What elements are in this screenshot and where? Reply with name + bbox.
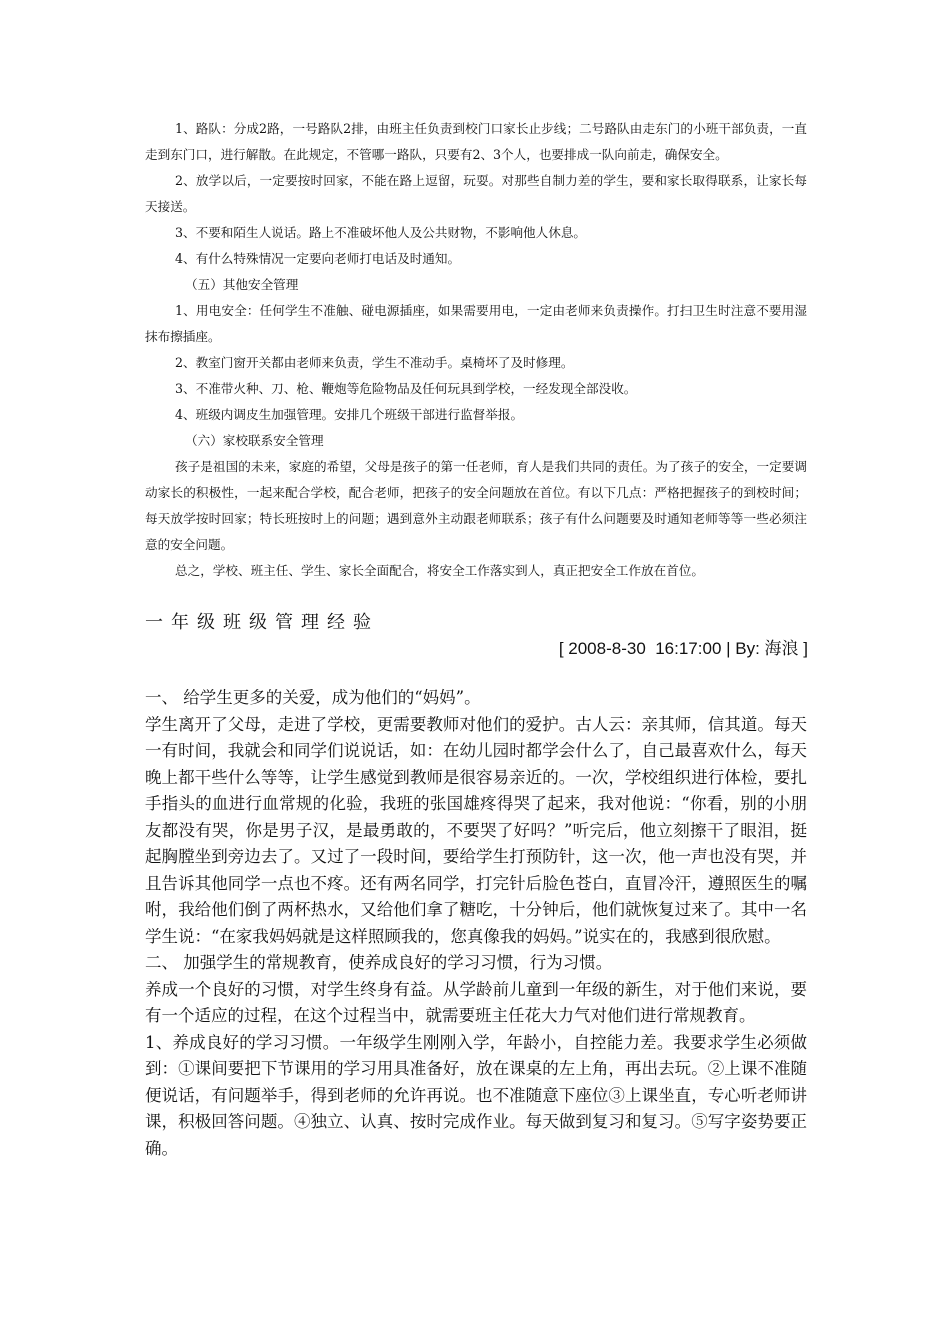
safety-rules-section [145, 116, 807, 584]
section-heading: （六）家校联系安全管理 [185, 433, 324, 448]
paragraph: 3、不要和陌生人说话。路上不准破坏他人及公共财物，不影响他人休息。 [175, 225, 587, 240]
paragraph: 4、班级内调皮生加强管理。安排几个班级干部进行监督举报。 [175, 407, 524, 422]
section-heading: （五）其他安全管理 [185, 277, 299, 292]
article-heading: 二、 加强学生的常规教育，使养成良好的学习习惯，行为习惯。 [145, 953, 613, 972]
paragraph: 2、放学以后，一定要按时回家，不能在路上逗留，玩耍。对那些自制力差的学生，要和家长取得联系，让家长每天接送。 [145, 173, 807, 214]
paragraph: 2、教室门窗开关都由老师来负责，学生不准动手。桌椅坏了及时修理。 [175, 355, 574, 370]
article-dateline: [ 2008-8-30 16:17:00 | By: 海浪 ] [558, 639, 808, 658]
article-paragraph: 养成一个良好的习惯，对学生终身有益。从学龄前儿童到一年级的新生，对于他们来说，要有一个适应的过程，在这个过程当中，就需要班主任花大力气对他们进行常规教育。 [145, 979, 807, 1025]
article-body [145, 685, 807, 1162]
article-paragraph: 1、养成良好的学习习惯。一年级学生刚刚入学，年龄小，自控能力差。我要求学生必须做到：①课间要把下节课用的学习用具准备好，放在课桌的左上角，再出去玩。②上课不准随便说话，有问题举手，得到老师的允许再说。也不准随意下座位③上课坐直，专心听老师讲课，积极回答问题。④独立、认真、按时完成作业。每天做到复习和复习。⑤写字姿势要正确。 [145, 1032, 807, 1158]
paragraph: 1、路队：分成2路，一号路队2排，由班主任负责到校门口家长止步线；二号路队由走东门的小班干部负责，一直走到东门口，进行解散。在此规定，不管哪一路队，只要有2、3个人，也要排成一队向前走，确保安全。 [145, 121, 807, 162]
article-title: 一年级班级管理经验 [145, 612, 379, 633]
paragraph: 总之，学校、班主任、学生、家长全面配合，将安全工作落实到人，真正把安全工作放在首位。 [175, 563, 704, 578]
paragraph: 3、不准带火种、刀、枪、鞭炮等危险物品及任何玩具到学校，一经发现全部没收。 [175, 381, 637, 396]
article-heading: 一、 给学生更多的关爱，成为他们的“妈妈”。 [145, 688, 481, 707]
paragraph: 1、用电安全：任何学生不准触、碰电源插座，如果需要用电，一定由老师来负责操作。打扫卫生时注意不要用湿抹布擦插座。 [145, 303, 807, 344]
article-paragraph: 学生离开了父母，走进了学校，更需要教师对他们的爱护。古人云：亲其师，信其道。每天一有时间，我就会和同学们说说话，如：在幼儿园时都学会什么了，自己最喜欢什么，每天晚上都干些什么等等，让学生感觉到教师是很容易亲近的。一次，学校组织进行体检，要扎手指头的血进行血常规的化验，我班的张国雄疼得哭了起来，我对他说：“你看，别的小朋友都没有哭，你是男子汉，是最勇敢的，不要哭了好吗？”听完后，他立刻擦干了眼泪，挺起胸膛坐到旁边去了。又过了一段时间，要给学生打预防针，这一次，他一声也没有哭，并且告诉其他同学一点也不疼。还有两名同学，打完针后脸色苍白，直冒冷汗，遵照医生的嘱咐，我给他们倒了两杯热水，又给他们拿了糖吃，十分钟后，他们就恢复过来了。其中一名学生说：“在家我妈妈就是这样照顾我的，您真像我的妈妈。”说实在的，我感到很欣慰。 [145, 714, 807, 946]
paragraph: 孩子是祖国的未来，家庭的希望，父母是孩子的第一任老师，育人是我们共同的责任。为了孩子的安全，一定要调动家长的积极性，一起来配合学校，配合老师，把孩子的安全问题放在首位。有以下几点：严格把握孩子的到校时间；每天放学按时回家；特长班按时上的问题；遇到意外主动跟老师联系；孩子有什么问题要及时通知老师等等一些必须注意的安全问题。 [145, 459, 807, 552]
paragraph: 4、有什么特殊情况一定要向老师打电话及时通知。 [175, 251, 461, 266]
